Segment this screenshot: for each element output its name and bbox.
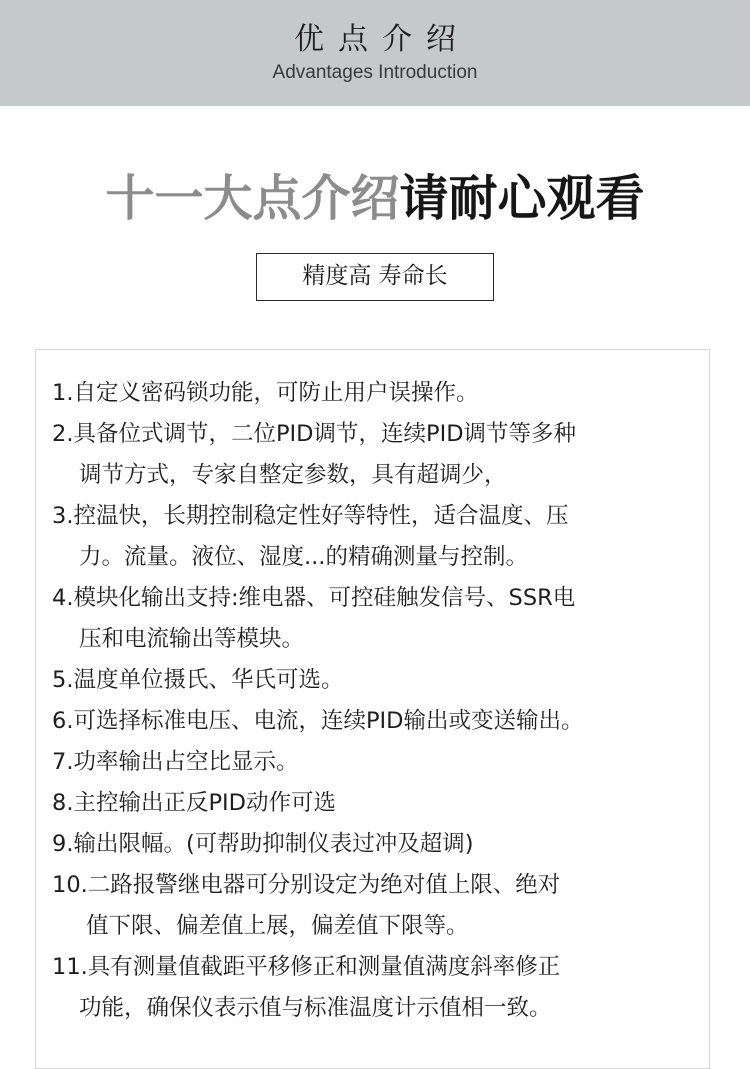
- feature-line: 11.具有测量值截距平移修正和测量值满度斜率修正: [52, 954, 561, 980]
- feature-line: 4.模块化输出支持:维电器、可控硅触发信号、SSR电: [52, 585, 576, 611]
- section-subtitle: Advantages Introduction: [272, 62, 478, 83]
- feature-list: [52, 373, 702, 1029]
- feature-item-10: [52, 865, 702, 947]
- feature-item-6: [52, 701, 702, 742]
- feature-line: 2.具备位式调节，二位PID调节，连续PID调节等多种: [52, 421, 577, 447]
- feature-item-4: [52, 578, 702, 660]
- feature-line: 3.控温快，长期控制稳定性好等特性，适合温度、压: [52, 503, 569, 529]
- feature-line-continued: 力。流量。液位、湿度...的精确测量与控制。: [79, 544, 528, 570]
- feature-item-2: [52, 414, 702, 496]
- feature-line-continued: 调节方式，专家自整定参数，具有超调少，: [79, 462, 507, 488]
- feature-item-8: [52, 783, 702, 824]
- feature-item-9: [52, 824, 702, 865]
- feature-line-continued: 功能，确保仪表示值与标准温度计示值相一致。: [79, 995, 552, 1021]
- feature-line: 5.温度单位摄氏、华氏可选。: [52, 667, 344, 693]
- feature-item-7: [52, 742, 702, 783]
- feature-line: 6.可选择标准电压、电流，连续PID输出或变送输出。: [52, 708, 584, 734]
- feature-item-1: [52, 373, 702, 414]
- feature-line: 7.功率输出占空比显示。: [52, 749, 299, 775]
- headline: [0, 166, 750, 232]
- feature-line-continued: 值下限、偏差值上展，偏差值下限等。: [86, 913, 469, 939]
- feature-item-5: [52, 660, 702, 701]
- headline-gray-part: 十一大点介绍: [105, 170, 400, 227]
- feature-item-3: [52, 496, 702, 578]
- section-title: 优点介绍: [294, 22, 470, 57]
- feature-line: 1.自定义密码锁功能，可防止用户误操作。: [52, 380, 479, 406]
- feature-line-continued: 压和电流输出等模块。: [79, 626, 305, 652]
- headline-dark-part: 请耐心观看: [399, 170, 645, 227]
- feature-line: 9.输出限幅。(可帮助抑制仪表过冲及超调): [52, 831, 474, 857]
- feature-line: 10.二路报警继电器可分别设定为绝对值上限、绝对: [52, 872, 561, 898]
- feature-line: 8.主控输出正反PID动作可选: [52, 790, 336, 816]
- tagline-box: 精度高 寿命长: [256, 253, 494, 301]
- feature-item-11: [52, 947, 702, 1029]
